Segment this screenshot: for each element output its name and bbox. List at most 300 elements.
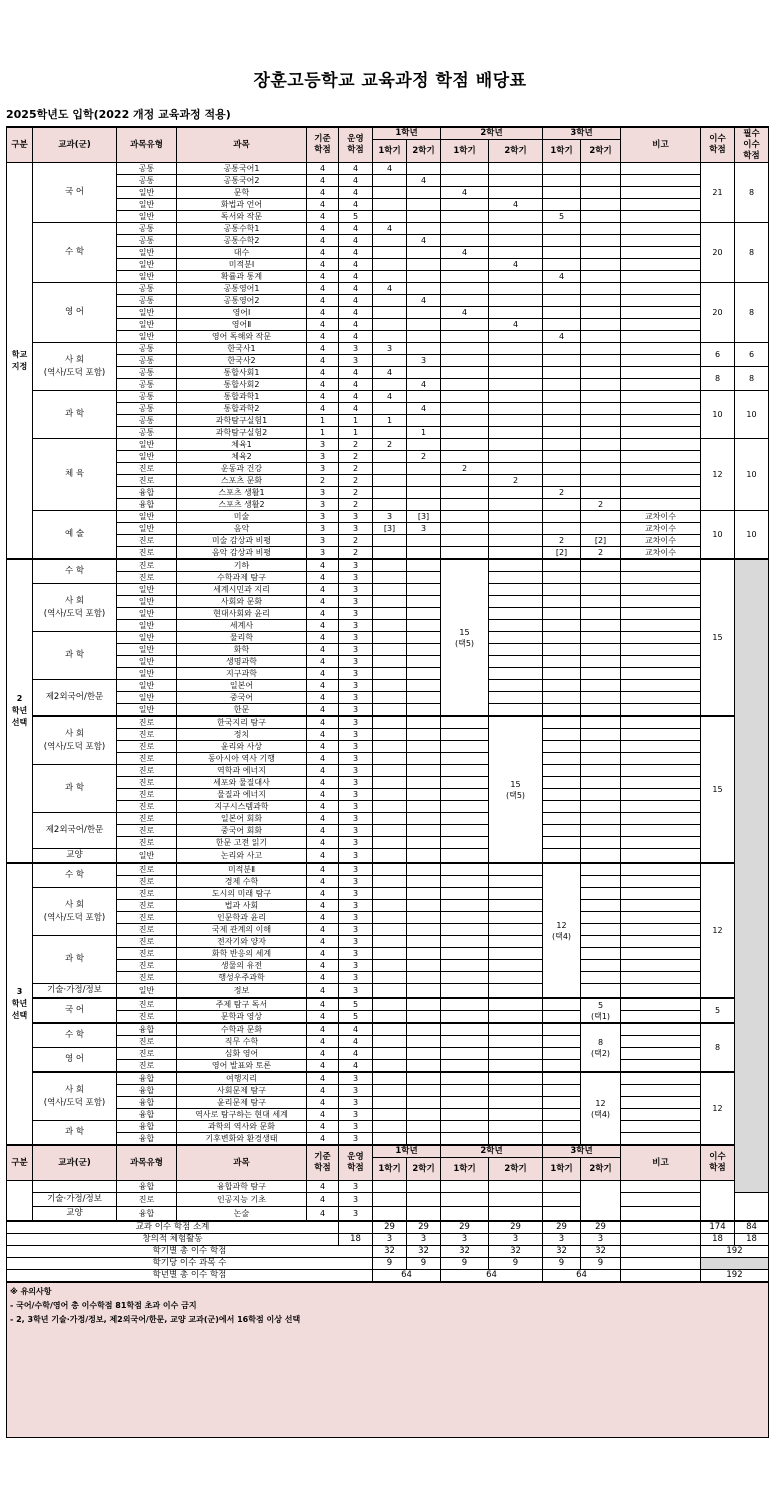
cell <box>581 584 621 596</box>
note-cell <box>621 620 701 632</box>
subject-name: 한문 고전 읽기 <box>177 837 307 849</box>
note-cell <box>621 343 701 355</box>
note-cell <box>621 403 701 415</box>
term-value: 32 <box>407 1246 441 1258</box>
note-cell <box>621 1258 701 1270</box>
cell: 4 <box>307 1023 339 1036</box>
table-row <box>7 535 769 547</box>
subject-name: 기하 <box>177 559 307 572</box>
cell <box>373 1023 407 1036</box>
cell <box>373 825 407 837</box>
note-cell <box>621 753 701 765</box>
table-row <box>7 451 769 463</box>
cell: 진로 <box>117 1193 177 1207</box>
isu-credit: 5 <box>701 998 735 1023</box>
cell <box>543 753 581 765</box>
table-row <box>7 948 769 960</box>
cell: 공통 <box>117 175 177 187</box>
note-cell <box>621 307 701 319</box>
cell: 3 <box>339 912 373 924</box>
cell: 4 <box>307 656 339 668</box>
req-credit: 6 <box>735 343 769 367</box>
table-row <box>7 211 769 223</box>
note-cell <box>621 813 701 825</box>
cell <box>581 487 621 499</box>
cell <box>581 620 621 632</box>
ca-value: 3 <box>489 1234 543 1246</box>
cell <box>373 247 407 259</box>
note-cell <box>621 1011 701 1024</box>
cell <box>441 523 489 535</box>
isu-credit: 8 <box>701 367 735 391</box>
cell: 공통 <box>117 391 177 403</box>
cell <box>581 596 621 608</box>
subject-name: 한국지리 탐구 <box>177 716 307 729</box>
cell: 일반 <box>117 259 177 271</box>
note-cell <box>621 463 701 475</box>
cell <box>441 367 489 379</box>
cell <box>489 984 543 999</box>
cell <box>407 668 441 680</box>
cell <box>581 235 621 247</box>
cell <box>543 849 581 864</box>
subject-name: 확률과 통계 <box>177 271 307 283</box>
table-row <box>7 1060 769 1073</box>
cell <box>441 1011 489 1024</box>
cell: 3 <box>339 1097 373 1109</box>
group-label: 국 어 <box>33 163 117 223</box>
cell: 일반 <box>117 680 177 692</box>
cell <box>441 487 489 499</box>
cell <box>543 163 581 175</box>
cell <box>581 668 621 680</box>
section-school-line: 지정 <box>11 361 28 371</box>
cell <box>543 1023 581 1036</box>
cell: 진로 <box>117 572 177 584</box>
cell <box>543 367 581 379</box>
isu-credit: 6 <box>701 343 735 367</box>
cell <box>407 608 441 620</box>
note-cell <box>621 656 701 668</box>
subject-name: 영어 독해와 작문 <box>177 331 307 343</box>
cell: 일반 <box>117 307 177 319</box>
cell <box>373 319 407 331</box>
cell <box>543 427 581 439</box>
cell <box>489 1048 543 1060</box>
cell <box>373 644 407 656</box>
cell: 3 <box>307 535 339 547</box>
isu-credit: 20 <box>701 283 735 343</box>
cell <box>407 259 441 271</box>
cell <box>489 1133 543 1146</box>
cell: 융합 <box>117 1085 177 1097</box>
cell: 4 <box>307 559 339 572</box>
cell: 4 <box>307 163 339 175</box>
table-row <box>7 439 769 451</box>
cell: 4 <box>307 960 339 972</box>
group-label: 교양 <box>33 849 117 864</box>
cell <box>489 463 543 475</box>
cell <box>407 729 441 741</box>
table-row <box>7 1097 769 1109</box>
table-row <box>7 199 769 211</box>
note-cell <box>621 283 701 295</box>
cell <box>407 876 441 888</box>
subject-name: 생물의 유전 <box>177 960 307 972</box>
table-row <box>7 487 769 499</box>
cell <box>373 331 407 343</box>
cell <box>373 403 407 415</box>
cell <box>441 391 489 403</box>
note-cell <box>621 427 701 439</box>
cell <box>441 716 489 729</box>
cell <box>543 379 581 391</box>
group-label: 기술·가정/정보 <box>33 984 117 999</box>
cell <box>373 729 407 741</box>
subject-name: 심화 영어 <box>177 1048 307 1060</box>
cell <box>489 948 543 960</box>
cell: 4 <box>307 584 339 596</box>
cell <box>489 668 543 680</box>
note-cell <box>621 235 701 247</box>
pick-credit-line: (택4) <box>590 1109 611 1119</box>
cell: 3 <box>339 936 373 948</box>
cell: 3 <box>339 343 373 355</box>
cell: 4 <box>407 379 441 391</box>
cell: 3 <box>339 1121 373 1133</box>
cell <box>489 998 543 1011</box>
note-cell <box>621 1246 701 1258</box>
subject-name: 중국어 회화 <box>177 825 307 837</box>
cell: 4 <box>307 668 339 680</box>
cell <box>543 572 581 584</box>
group-label: 과 학 <box>33 391 117 439</box>
note-cell <box>621 415 701 427</box>
cell: 3 <box>339 1109 373 1121</box>
cell <box>581 211 621 223</box>
cell <box>407 632 441 644</box>
cell <box>441 837 489 849</box>
group-label: 영 어 <box>33 1048 117 1073</box>
cell <box>581 331 621 343</box>
table-row <box>7 259 769 271</box>
notes-row <box>7 1282 769 1438</box>
subject-name: 문학과 영상 <box>177 1011 307 1024</box>
cell: 진로 <box>117 547 177 560</box>
subject-name: 일본어 회화 <box>177 813 307 825</box>
cell: 3 <box>339 584 373 596</box>
cell: 3 <box>339 765 373 777</box>
cell <box>441 511 489 523</box>
cell: 융합 <box>117 1207 177 1222</box>
cell <box>581 319 621 331</box>
cell <box>441 295 489 307</box>
subject-name: 윤리문제 탐구 <box>177 1097 307 1109</box>
cell <box>581 960 621 972</box>
cell: 5 <box>339 1011 373 1024</box>
cell <box>543 283 581 295</box>
header-gubun: 구분 <box>7 1145 33 1181</box>
table-row <box>7 924 769 936</box>
header-std-line: 기준 <box>314 1152 331 1162</box>
table-row <box>7 391 769 403</box>
cell <box>489 704 543 717</box>
isu-credit: 12 <box>701 439 735 511</box>
cell <box>373 499 407 511</box>
cell: 4 <box>307 343 339 355</box>
cell <box>581 451 621 463</box>
cell <box>407 1023 441 1036</box>
sum-label: 교과 이수 학점 소계 <box>7 1221 339 1234</box>
cell: 4 <box>339 391 373 403</box>
subject-name: 화법과 언어 <box>177 199 307 211</box>
group-label-line: (역사/도덕 포함) <box>43 1097 106 1108</box>
table-row <box>7 307 769 319</box>
note-cell <box>621 596 701 608</box>
cell: 4 <box>307 1207 339 1222</box>
cell: 4 <box>307 572 339 584</box>
cell <box>407 331 441 343</box>
group-label <box>33 888 117 936</box>
cell <box>581 307 621 319</box>
cell: 4 <box>307 596 339 608</box>
cell <box>489 692 543 704</box>
header-sem1: 1학기 <box>373 140 407 163</box>
curriculum-table <box>6 126 769 1438</box>
subject-name: 공통국어2 <box>177 175 307 187</box>
cell <box>441 535 489 547</box>
cell: 4 <box>373 283 407 295</box>
cell <box>407 1060 441 1073</box>
subject-name: 스포츠 문화 <box>177 475 307 487</box>
cell <box>581 716 621 729</box>
cell: 3 <box>339 1193 373 1207</box>
cell: 2 <box>339 547 373 560</box>
cell <box>441 271 489 283</box>
cell: 2 <box>407 451 441 463</box>
ca-value: 3 <box>441 1234 489 1246</box>
ca-label: 창의적 체험활동 <box>7 1234 339 1246</box>
cell: 3 <box>339 511 373 523</box>
table-row <box>7 1121 769 1133</box>
cell <box>543 1133 581 1146</box>
cell <box>581 777 621 789</box>
cell <box>373 559 407 572</box>
note-cell <box>621 451 701 463</box>
cell: 3 <box>339 1133 373 1146</box>
notes-box <box>7 1282 769 1438</box>
cell: 4 <box>339 331 373 343</box>
cell <box>543 439 581 451</box>
group-label: 영 어 <box>33 283 117 343</box>
note-cell <box>621 608 701 620</box>
cell: 융합 <box>117 1121 177 1133</box>
cell: 진로 <box>117 463 177 475</box>
cell: 4 <box>339 247 373 259</box>
cell: 4 <box>307 888 339 900</box>
subject-name: 법과 사회 <box>177 900 307 912</box>
cell: 일반 <box>117 596 177 608</box>
cell: 4 <box>307 1121 339 1133</box>
cell: 4 <box>373 163 407 175</box>
cell <box>581 355 621 367</box>
sum-req: 84 <box>735 1221 769 1234</box>
header-year1: 1학년 <box>373 127 441 140</box>
table-row <box>7 825 769 837</box>
cell: 4 <box>307 998 339 1011</box>
subject-name: 세계사 <box>177 620 307 632</box>
cell <box>543 1085 581 1097</box>
cell: 4 <box>307 1109 339 1121</box>
cell <box>441 1097 489 1109</box>
cell <box>489 888 543 900</box>
cell <box>441 876 489 888</box>
cell: 4 <box>307 912 339 924</box>
note-cell <box>621 801 701 813</box>
isu-credit: 21 <box>701 163 735 223</box>
cell <box>441 900 489 912</box>
cell: 3 <box>307 511 339 523</box>
cell <box>543 511 581 523</box>
note-cell <box>621 379 701 391</box>
cell <box>407 343 441 355</box>
table-row <box>7 972 769 984</box>
cell: 3 <box>339 984 373 999</box>
subject-name: 현대사회와 윤리 <box>177 608 307 620</box>
cell <box>489 295 543 307</box>
cell: 3 <box>339 777 373 789</box>
subject-name: 스포츠 생활1 <box>177 487 307 499</box>
cell <box>441 1085 489 1097</box>
cell: 4 <box>339 1023 373 1036</box>
cell: 4 <box>307 295 339 307</box>
note-cell <box>621 1023 701 1036</box>
cell: 2 <box>339 451 373 463</box>
cell <box>373 1181 407 1193</box>
cell <box>489 355 543 367</box>
subject-name: 논술 <box>177 1207 307 1222</box>
subject-name: 인문학과 윤리 <box>177 912 307 924</box>
cell <box>543 729 581 741</box>
cell <box>407 704 441 717</box>
cell: 4 <box>307 1036 339 1048</box>
cell: 4 <box>307 247 339 259</box>
header-gyogwa: 교과(군) <box>33 1145 117 1181</box>
pick-credit <box>581 1072 621 1145</box>
cell <box>489 1072 543 1085</box>
table-row <box>7 163 769 175</box>
cell <box>407 211 441 223</box>
cell: 4 <box>307 765 339 777</box>
cell: 3 <box>339 704 373 717</box>
cell: 3 <box>339 680 373 692</box>
cell: 4 <box>307 391 339 403</box>
note-cell <box>621 863 701 876</box>
cell: 3 <box>339 355 373 367</box>
table-row <box>7 355 769 367</box>
table-row <box>7 837 769 849</box>
cell: 4 <box>307 175 339 187</box>
note-cell <box>621 271 701 283</box>
cell <box>489 972 543 984</box>
cell <box>373 620 407 632</box>
cell: 일반 <box>117 199 177 211</box>
table-row <box>7 849 769 864</box>
cell: 4 <box>307 825 339 837</box>
cell <box>581 1181 621 1222</box>
note-cell <box>621 668 701 680</box>
pick-credit-line: 12 <box>595 1098 606 1108</box>
ca-value: 3 <box>407 1234 441 1246</box>
cell <box>407 1072 441 1085</box>
pick-credit-line: (택2) <box>590 1048 611 1058</box>
cell <box>543 716 581 729</box>
cell <box>373 1072 407 1085</box>
cell <box>407 1181 441 1193</box>
cell <box>489 487 543 499</box>
cell <box>489 656 543 668</box>
cell: 진로 <box>117 876 177 888</box>
cell <box>373 271 407 283</box>
table-row <box>7 559 769 572</box>
table-row <box>7 475 769 487</box>
cell: 4 <box>307 271 339 283</box>
header-type: 과목유형 <box>117 127 177 163</box>
cell: 진로 <box>117 924 177 936</box>
cell <box>543 1109 581 1121</box>
cell: 진로 <box>117 729 177 741</box>
cell <box>543 1011 581 1024</box>
sum-value: 29 <box>489 1221 543 1234</box>
cell <box>407 319 441 331</box>
cell <box>407 271 441 283</box>
table-row <box>7 1072 769 1085</box>
cell: 융합 <box>117 1181 177 1193</box>
cell <box>543 1181 581 1193</box>
cell <box>489 1109 543 1121</box>
cell <box>543 235 581 247</box>
note-cell <box>621 680 701 692</box>
cell <box>407 656 441 668</box>
cell <box>407 912 441 924</box>
credit-table <box>6 126 769 1438</box>
note-cell: 교차이수 <box>621 511 701 523</box>
cell: 4 <box>307 936 339 948</box>
note-cell <box>621 391 701 403</box>
cell <box>441 211 489 223</box>
req-credit: 8 <box>735 163 769 223</box>
cell <box>373 888 407 900</box>
cell <box>581 572 621 584</box>
cell: 4 <box>307 1072 339 1085</box>
section-grade2 <box>7 559 33 863</box>
cell: 공통 <box>117 415 177 427</box>
req-credit: 10 <box>735 511 769 560</box>
cell: 3 <box>339 608 373 620</box>
cell: 공통 <box>117 223 177 235</box>
year-value: 64 <box>543 1270 621 1283</box>
cell <box>441 998 489 1011</box>
cell <box>407 753 441 765</box>
table-row <box>7 283 769 295</box>
cell <box>543 998 581 1011</box>
group-label: 과 학 <box>33 632 117 680</box>
cell: 5 <box>339 211 373 223</box>
subject-name: 한문 <box>177 704 307 717</box>
cell <box>441 175 489 187</box>
table-row <box>7 271 769 283</box>
cell <box>441 403 489 415</box>
